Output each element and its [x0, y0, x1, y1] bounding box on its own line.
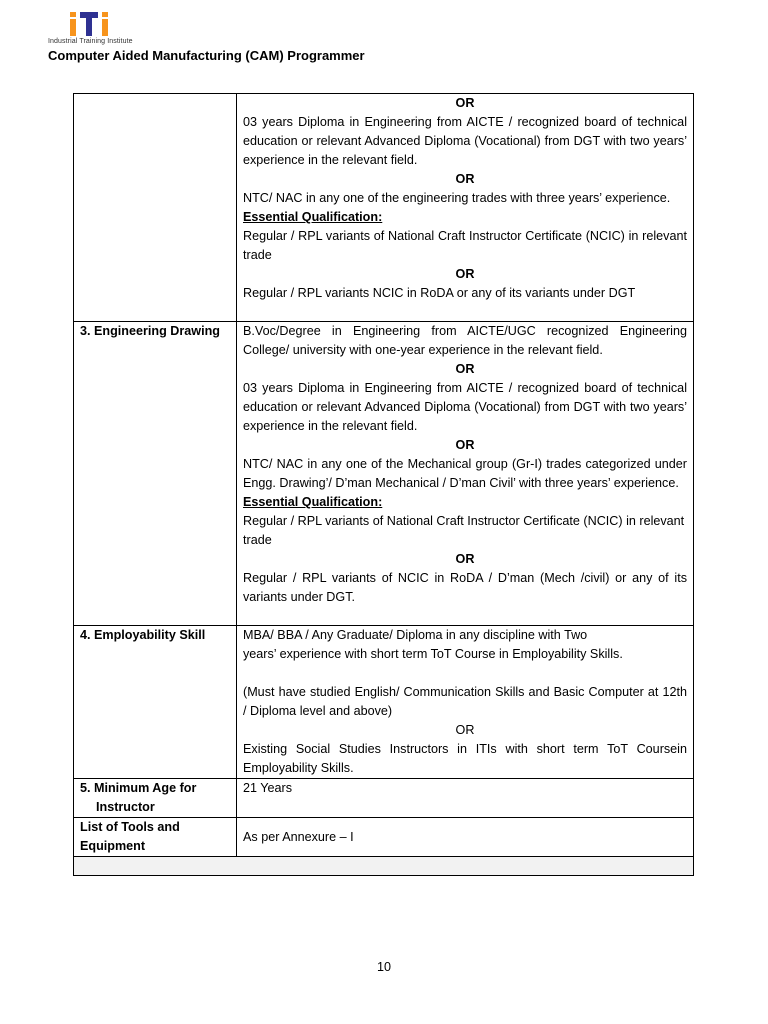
row-label: 4. Employability Skill	[80, 628, 206, 642]
document-title: Computer Aided Manufacturing (CAM) Programmer	[48, 48, 365, 63]
row-label: Equipment	[80, 839, 146, 853]
qualification-text: Regular / RPL variants NCIC in RoDA or any of its variants under DGT	[243, 286, 636, 300]
qualification-text: 03 years Diploma in Engineering from AICTE / recognized board of technical education or relevant Advanced Diploma (Vocational) from DGT with two years’ experience in the relevant field.	[243, 115, 687, 167]
row-label-cell	[74, 322, 237, 626]
qualification-text: Regular / RPL variants of National Craft Instructor Certificate (NCIC) in relevant trade	[243, 229, 687, 262]
essential-qualification-heading: Essential Qualification:	[243, 210, 383, 224]
or-separator: OR	[455, 438, 475, 452]
row-content-cell	[237, 626, 694, 779]
table-row	[74, 818, 694, 857]
or-separator: OR	[455, 552, 475, 566]
row-label-cell	[74, 626, 237, 779]
table-row	[74, 94, 694, 322]
row-content-cell	[237, 322, 694, 626]
or-separator: OR	[455, 172, 475, 186]
table-row	[74, 857, 694, 876]
row-content-cell	[237, 779, 694, 818]
or-separator: OR	[455, 362, 475, 376]
page-number: 10	[376, 960, 391, 974]
row-content-cell	[237, 818, 694, 857]
instructor-qualification-table	[73, 93, 694, 876]
row-label-cell	[74, 94, 237, 322]
iti-logo-mark	[68, 10, 118, 38]
or-separator: OR	[455, 723, 475, 737]
or-separator: OR	[455, 96, 475, 110]
iti-logo	[48, 10, 138, 50]
row-label-cell	[74, 818, 237, 857]
row-label: 5. Minimum Age for	[80, 781, 197, 795]
qualification-text: B.Voc/Degree in Engineering from AICTE/UGC recognized Engineering College/ university with one-year experience in the relevant field.	[243, 324, 687, 357]
or-separator: OR	[455, 267, 475, 281]
row-content-cell	[237, 94, 694, 322]
row-label: 3. Engineering Drawing	[80, 324, 220, 338]
qualification-text: MBA/ BBA / Any Graduate/ Diploma in any discipline with Two	[243, 628, 588, 642]
row-label: Instructor	[96, 800, 155, 814]
qualification-text: NTC/ NAC in any one of the Mechanical group (Gr-I) trades categorized under Engg. Drawing’/ D’man Mechanical / D’man Civil’ with three years’ experience.	[243, 457, 687, 490]
row-label-cell	[74, 779, 237, 818]
table-row	[74, 779, 694, 818]
table-row	[74, 322, 694, 626]
age-value: 21 Years	[243, 781, 293, 795]
empty-footer-row	[74, 857, 694, 876]
row-label: List of Tools and	[80, 820, 180, 834]
tools-value: As per Annexure – I	[243, 829, 354, 844]
qualification-text: Regular / RPL variants of National Craft Instructor Certificate (NCIC) in relevant trade	[243, 514, 685, 547]
qualification-text: Existing Social Studies Instructors in ITIs with short term ToT Coursein Employability Skills.	[243, 742, 687, 775]
qualification-text: years’ experience with short term ToT Course in Employability Skills.	[243, 647, 623, 661]
logo-subtitle: Industrial Training Institute	[48, 38, 133, 45]
spacer	[243, 664, 687, 683]
qualification-text: (Must have studied English/ Communication Skills and Basic Computer at 12th / Diploma level and above)	[243, 685, 687, 718]
essential-qualification-heading: Essential Qualification:	[243, 495, 383, 509]
qualification-text: NTC/ NAC in any one of the engineering trades with three years’ experience.	[243, 191, 671, 205]
table-row	[74, 626, 694, 779]
qualification-text: 03 years Diploma in Engineering from AICTE / recognized board of technical education or relevant Advanced Diploma (Vocational) from DGT with two years’ experience in the relevant field.	[243, 381, 687, 433]
qualification-text: Regular / RPL variants of NCIC in RoDA / D’man (Mech /civil) or any of its variants under DGT.	[243, 571, 687, 604]
